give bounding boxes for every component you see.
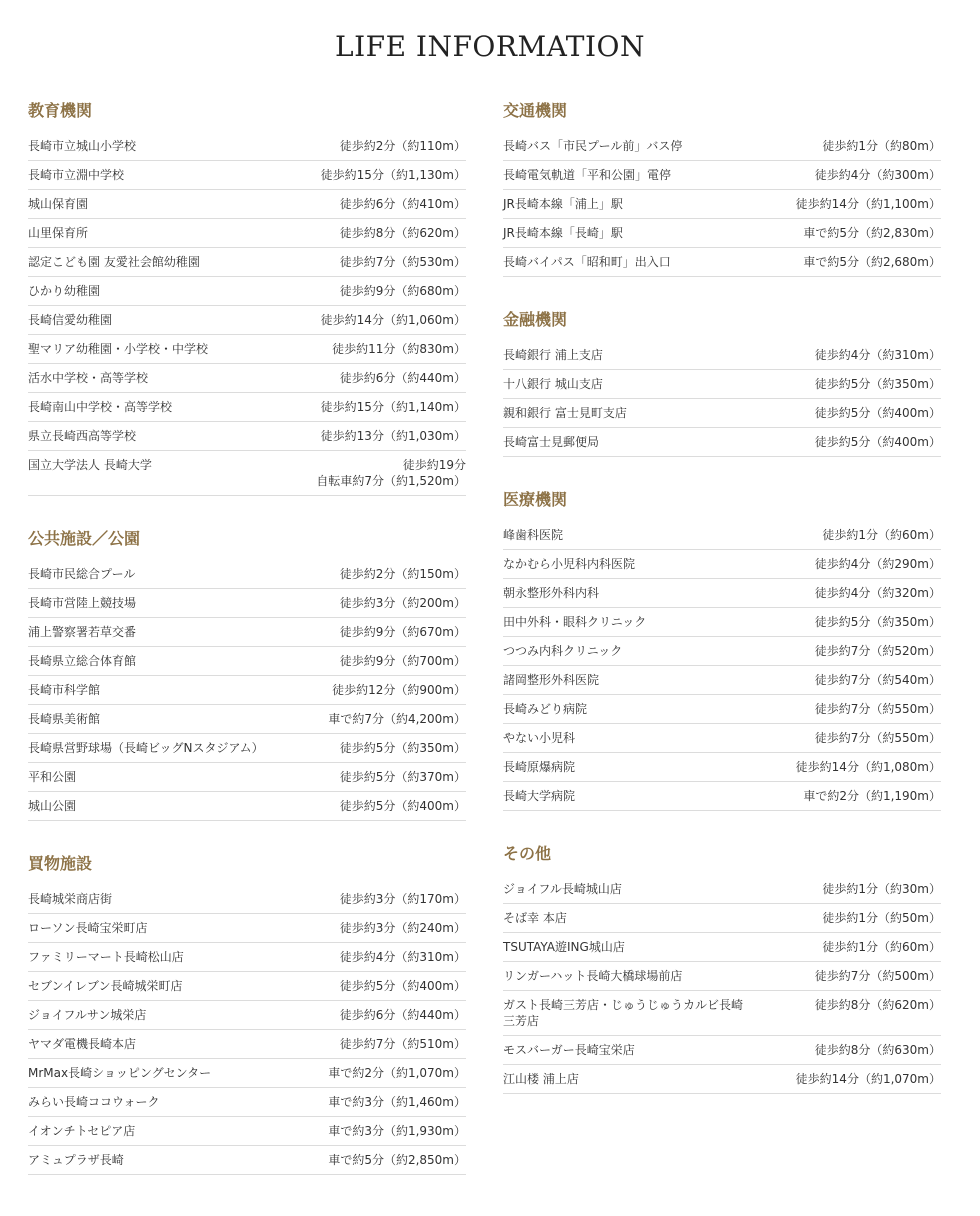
facility-row	[28, 589, 466, 618]
facility-distance: 車で約3分（約1,930m）	[328, 1124, 466, 1138]
facility-row	[503, 666, 941, 695]
facility-row	[28, 277, 466, 306]
facility-name: 長崎市営陸上競技場	[28, 596, 137, 610]
facility-distance: 徒歩約7分（約550m）	[814, 731, 941, 745]
facility-name: 長崎大学病院	[503, 789, 576, 803]
facility-name: 長崎県立総合体育館	[28, 654, 137, 668]
facility-name: 長崎南山中学校・高等学校	[28, 400, 173, 414]
facility-name: アミュプラザ長崎	[28, 1153, 124, 1167]
facility-name: 峰歯科医院	[503, 528, 564, 542]
facility-distance: 徒歩約1分（約60m）	[822, 940, 941, 954]
facility-distance: 徒歩約2分（約150m）	[339, 567, 466, 581]
section-heading: 交通機関	[503, 101, 568, 120]
facility-name: 浦上警察署若草交番	[28, 625, 137, 639]
facility-name: MrMax長崎ショッピングセンター	[28, 1066, 212, 1080]
facility-row	[503, 248, 941, 277]
info-section	[28, 528, 466, 821]
facility-distance: 徒歩約1分（約60m）	[822, 528, 941, 542]
facility-distance: 徒歩約9分（約680m）	[339, 284, 466, 298]
facility-row	[28, 560, 466, 589]
facility-distance: 徒歩約1分（約50m）	[822, 911, 941, 925]
facility-distance: 車で約5分（約2,830m）	[803, 226, 941, 240]
facility-name: モスバーガー長崎宝栄店	[503, 1043, 635, 1057]
facility-name: 長崎原爆病院	[503, 760, 576, 774]
facility-row	[28, 364, 466, 393]
facility-name: 長崎富士見郵便局	[503, 435, 600, 449]
facility-distance: 徒歩約4分（約320m）	[814, 586, 941, 600]
facility-name: 山里保育所	[28, 226, 89, 240]
right-column	[503, 100, 941, 1126]
facility-name: つつみ内科クリニック	[503, 644, 623, 658]
facility-row	[28, 914, 466, 943]
facility-row	[28, 676, 466, 705]
facility-distance: 車で約2分（約1,190m）	[803, 789, 941, 803]
facility-name: 朝永整形外科内科	[503, 586, 600, 600]
section-heading: 教育機関	[28, 101, 93, 120]
facility-distance: 徒歩約15分（約1,130m）	[320, 168, 466, 182]
facility-distance: 徒歩約11分（約830m）	[332, 342, 466, 356]
facility-row	[28, 190, 466, 219]
facility-distance: 徒歩約5分（約370m）	[339, 770, 466, 784]
facility-name: ガスト長崎三芳店・じゅうじゅうカルビ長崎三芳店	[503, 998, 744, 1028]
facility-name: 長崎市立淵中学校	[28, 168, 125, 182]
info-section	[503, 309, 941, 457]
facility-name: 県立長崎西高等学校	[28, 429, 137, 443]
facility-distance: 徒歩約5分（約400m）	[339, 799, 466, 813]
facility-name: 長崎みどり病院	[503, 702, 588, 716]
section-heading: 買物施設	[28, 854, 93, 873]
facility-distance: 徒歩約5分（約350m）	[339, 741, 466, 755]
facility-row	[28, 885, 466, 914]
facility-distance: 徒歩約4分（約300m）	[814, 168, 941, 182]
facility-name: 長崎城栄商店街	[28, 892, 113, 906]
section-heading: 公共施設／公園	[28, 529, 141, 548]
facility-name: 長崎県美術館	[28, 712, 101, 726]
facility-distance: 車で約2分（約1,070m）	[328, 1066, 466, 1080]
facility-name: ヤマダ電機長崎本店	[28, 1037, 137, 1051]
facility-distance: 徒歩約3分（約200m）	[339, 596, 466, 610]
facility-distance: 徒歩約12分（約900m）	[332, 683, 466, 697]
left-column	[28, 100, 466, 1207]
section-heading: 医療機関	[503, 490, 568, 509]
facility-name: 活水中学校・高等学校	[28, 371, 149, 385]
facility-row	[28, 647, 466, 676]
facility-row	[503, 219, 941, 248]
facility-name: 田中外科・眼科クリニック	[503, 615, 647, 629]
facility-name: セブンイレブン長崎城栄町店	[28, 979, 183, 993]
section-heading: その他	[503, 844, 552, 863]
facility-name: ローソン長崎宝栄町店	[28, 921, 148, 935]
facility-row	[503, 637, 941, 666]
facility-distance: 徒歩約1分（約80m）	[822, 139, 941, 153]
facility-distance: 徒歩約14分（約1,060m）	[320, 313, 466, 327]
facility-name: 長崎市科学館	[28, 683, 101, 697]
facility-distance: 車で約5分（約2,850m）	[328, 1153, 466, 1167]
facility-distance: 徒歩約5分（約400m）	[814, 406, 941, 420]
section-heading: 金融機関	[503, 310, 568, 329]
facility-distance: 徒歩約9分（約670m）	[339, 625, 466, 639]
facility-row	[28, 1001, 466, 1030]
facility-row	[28, 248, 466, 277]
facility-row	[503, 161, 941, 190]
facility-row	[503, 190, 941, 219]
facility-row	[503, 370, 941, 399]
facility-distance: 徒歩約2分（約110m）	[339, 139, 466, 153]
facility-row	[28, 335, 466, 364]
facility-name: なかむら小児科内科医院	[503, 557, 636, 571]
facility-name: 国立大学法人 長崎大学	[28, 458, 152, 472]
facility-distance: 徒歩約7分（約520m）	[814, 644, 941, 658]
info-section	[28, 853, 466, 1175]
facility-distance: 車で約5分（約2,680m）	[803, 255, 941, 269]
facility-distance: 徒歩約8分（約620m）	[814, 998, 941, 1012]
facility-distance: 徒歩約8分（約620m）	[339, 226, 466, 240]
facility-row	[28, 393, 466, 422]
facility-row	[503, 399, 941, 428]
facility-name: 認定こども園 友愛社会館幼稚園	[28, 255, 200, 269]
facility-row	[28, 943, 466, 972]
facility-distance: 徒歩約6分（約440m）	[339, 1008, 466, 1022]
facility-row	[503, 962, 941, 991]
facility-row	[28, 219, 466, 248]
page-title: LIFE INFORMATION	[335, 30, 645, 63]
facility-row	[28, 705, 466, 734]
facility-name: 城山保育園	[28, 197, 89, 211]
facility-row	[503, 991, 941, 1036]
facility-distance: 徒歩約3分（約240m）	[339, 921, 466, 935]
facility-row	[503, 341, 941, 370]
facility-row	[503, 724, 941, 753]
facility-name: 聖マリア幼稚園・小学校・中学校	[28, 342, 209, 356]
facility-name: 長崎市民総合プール	[28, 567, 136, 581]
facility-name: 長崎県営野球場（長崎ビッグNスタジアム）	[28, 741, 264, 755]
facility-distance: 徒歩約7分（約500m）	[814, 969, 941, 983]
facility-row	[28, 734, 466, 763]
facility-row	[28, 618, 466, 647]
facility-distance: 徒歩約9分（約700m）	[339, 654, 466, 668]
facility-row	[28, 1088, 466, 1117]
facility-row	[503, 782, 941, 811]
facility-name: 長崎銀行 浦上支店	[503, 348, 603, 362]
facility-name: 親和銀行 富士見町支店	[503, 406, 627, 420]
facility-distance: 徒歩約6分（約440m）	[339, 371, 466, 385]
info-section	[28, 100, 466, 496]
facility-distance: 徒歩約14分（約1,070m）	[795, 1072, 941, 1086]
facility-name: 長崎バイパス「昭和町」出入口	[503, 255, 671, 269]
facility-row	[503, 1065, 941, 1094]
facility-name: JR長崎本線「浦上」駅	[503, 197, 623, 211]
facility-distance: 徒歩約8分（約630m）	[814, 1043, 941, 1057]
facility-row	[28, 132, 466, 161]
facility-distance: 徒歩約7分（約550m）	[814, 702, 941, 716]
facility-row	[28, 1146, 466, 1175]
facility-distance: 徒歩約15分（約1,140m）	[320, 400, 466, 414]
facility-row	[503, 933, 941, 962]
facility-name: そば幸 本店	[503, 911, 567, 925]
facility-row	[28, 422, 466, 451]
facility-row	[28, 763, 466, 792]
facility-distance: 徒歩約7分（約510m）	[339, 1037, 466, 1051]
facility-distance: 徒歩約4分（約290m）	[814, 557, 941, 571]
facility-row	[28, 972, 466, 1001]
facility-distance: 徒歩約7分（約540m）	[814, 673, 941, 687]
facility-distance: 徒歩約5分（約400m）	[339, 979, 466, 993]
facility-name: 諸岡整形外科医院	[503, 673, 600, 687]
facility-name: 長崎電気軌道「平和公園」電停	[503, 168, 672, 182]
facility-name: TSUTAYA遊ING城山店	[503, 940, 625, 954]
facility-name: リンガーハット長崎大橋球場前店	[503, 969, 683, 983]
facility-row	[503, 695, 941, 724]
facility-name: 十八銀行 城山支店	[503, 377, 603, 391]
facility-row	[503, 753, 941, 782]
facility-row	[28, 306, 466, 335]
facility-distance: 徒歩約19分 自転車約7分（約1,520m）	[316, 458, 466, 488]
facility-name: 平和公園	[28, 770, 77, 784]
facility-row	[503, 132, 941, 161]
facility-name: ジョイフルサン城栄店	[28, 1008, 147, 1022]
facility-row	[28, 1059, 466, 1088]
facility-distance: 徒歩約5分（約400m）	[814, 435, 941, 449]
facility-name: ジョイフル長崎城山店	[503, 882, 622, 896]
facility-distance: 徒歩約3分（約170m）	[339, 892, 466, 906]
facility-name: 長崎バス「市民プール前」バス停	[503, 139, 683, 153]
info-section	[503, 843, 941, 1094]
facility-distance: 徒歩約14分（約1,080m）	[795, 760, 941, 774]
facility-distance: 徒歩約6分（約410m）	[339, 197, 466, 211]
facility-row	[28, 1117, 466, 1146]
facility-distance: 徒歩約5分（約350m）	[814, 615, 941, 629]
facility-name: イオンチトセピア店	[28, 1124, 136, 1138]
facility-distance: 徒歩約1分（約30m）	[822, 882, 941, 896]
facility-row	[503, 550, 941, 579]
facility-row	[503, 904, 941, 933]
facility-distance: 徒歩約5分（約350m）	[814, 377, 941, 391]
facility-distance: 徒歩約7分（約530m）	[339, 255, 466, 269]
facility-distance: 徒歩約14分（約1,100m）	[795, 197, 941, 211]
facility-row	[503, 521, 941, 550]
facility-row	[503, 608, 941, 637]
facility-name: やない小児科	[503, 731, 576, 745]
facility-row	[503, 579, 941, 608]
facility-distance: 徒歩約13分（約1,030m）	[320, 429, 466, 443]
facility-distance: 徒歩約4分（約310m）	[814, 348, 941, 362]
facility-row	[503, 428, 941, 457]
facility-distance: 徒歩約4分（約310m）	[339, 950, 466, 964]
facility-row	[28, 1030, 466, 1059]
facility-distance: 車で約3分（約1,460m）	[328, 1095, 466, 1109]
facility-row	[28, 451, 466, 496]
facility-row	[503, 1036, 941, 1065]
facility-row	[503, 875, 941, 904]
facility-row	[28, 792, 466, 821]
facility-name: 城山公園	[28, 799, 77, 813]
facility-distance: 車で約7分（約4,200m）	[328, 712, 466, 726]
facility-name: 長崎信愛幼稚園	[28, 313, 113, 327]
facility-row	[28, 161, 466, 190]
info-section	[503, 489, 941, 811]
facility-name: 長崎市立城山小学校	[28, 139, 137, 153]
facility-name: みらい長崎ココウォーク	[28, 1095, 160, 1109]
facility-name: ファミリーマート長崎松山店	[28, 950, 184, 964]
facility-name: 江山楼 浦上店	[503, 1072, 579, 1086]
facility-name: JR長崎本線「長崎」駅	[503, 226, 623, 240]
facility-name: ひかり幼稚園	[28, 284, 101, 298]
info-section	[503, 100, 941, 277]
